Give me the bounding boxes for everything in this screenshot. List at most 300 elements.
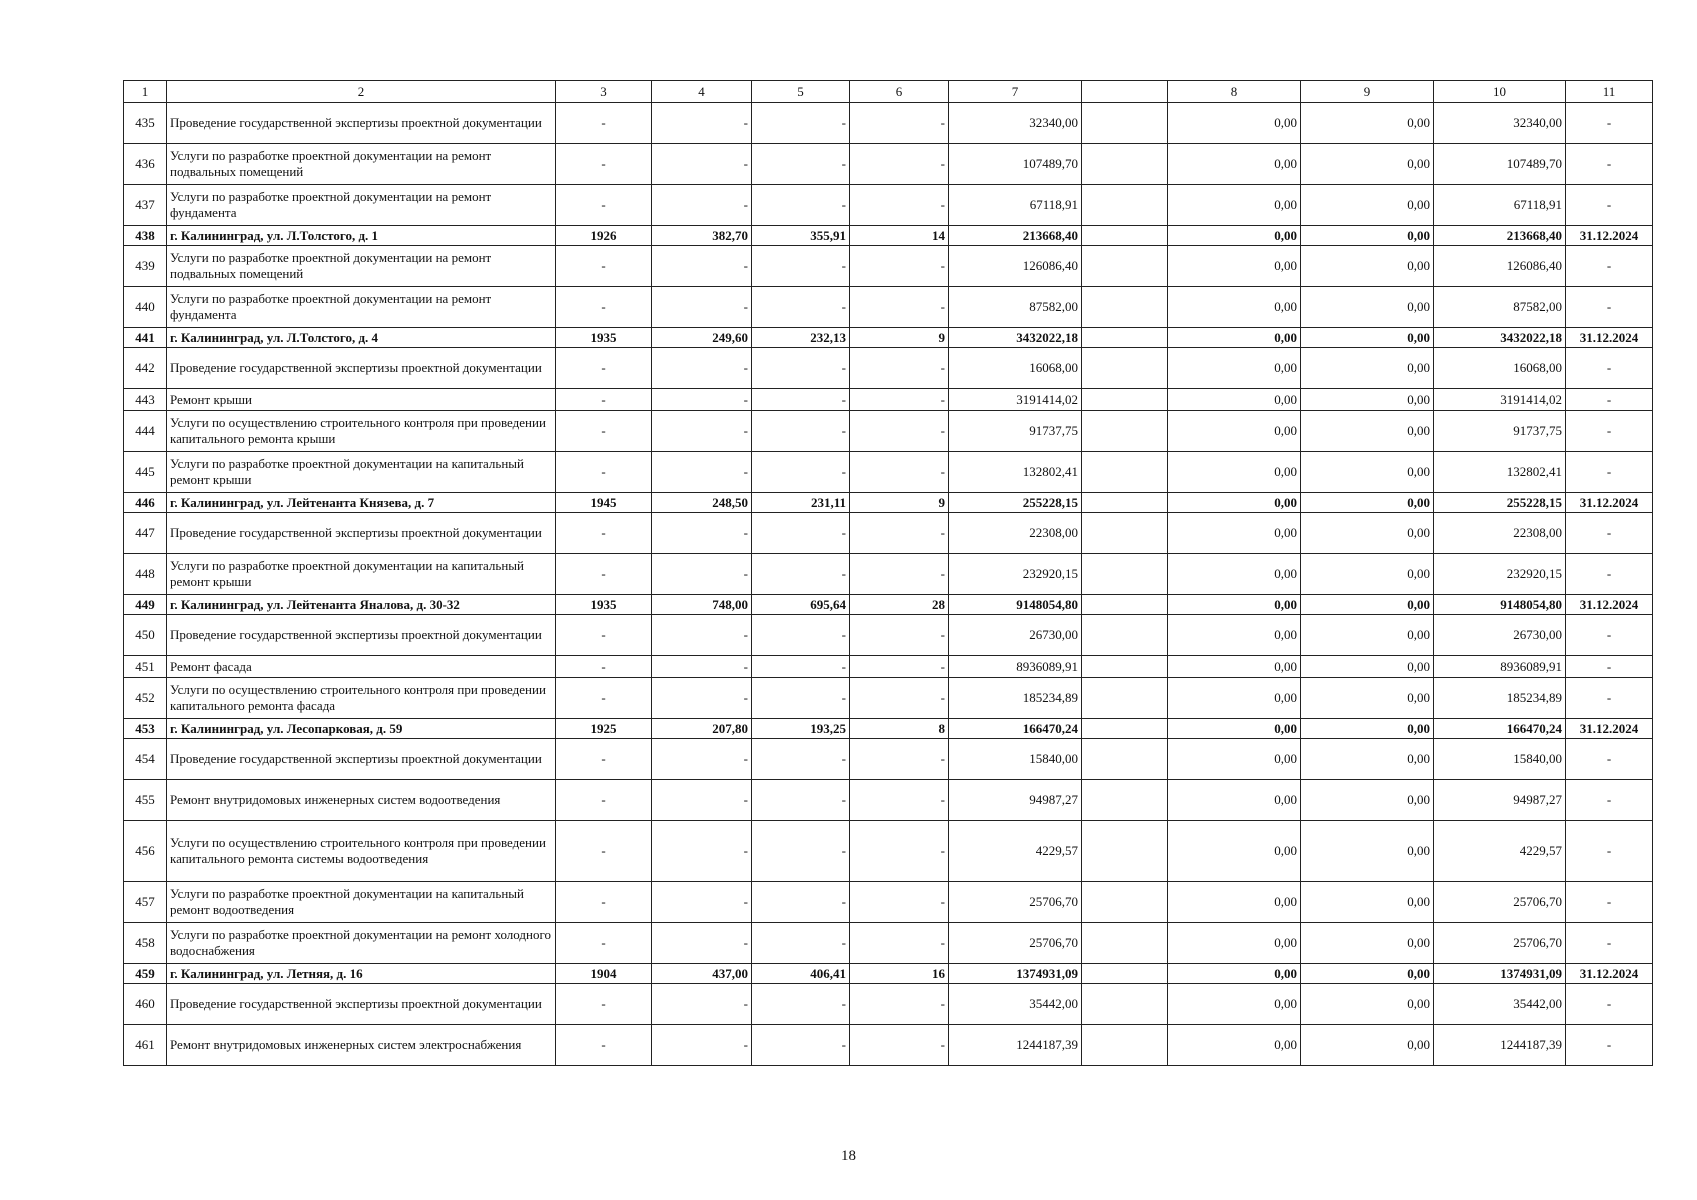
- total-cost: 26730,00: [949, 615, 1082, 656]
- address-row: [124, 226, 1653, 246]
- empty-cell: [1082, 103, 1168, 144]
- work-description: г. Калининград, ул. Л.Толстого, д. 1: [167, 226, 556, 246]
- work-description: Услуги по разработке проектной документации на ремонт фундамента: [167, 185, 556, 226]
- completion-date: -: [1566, 185, 1653, 226]
- work-row: [124, 185, 1653, 226]
- empty-cell: [1082, 719, 1168, 739]
- fund-10: 32340,00: [1434, 103, 1566, 144]
- empty-cell: [1082, 328, 1168, 348]
- empty-cell: [1082, 678, 1168, 719]
- living-area: -: [752, 185, 850, 226]
- fund-8: 0,00: [1168, 287, 1301, 328]
- empty-cell: [1082, 452, 1168, 493]
- build-year: -: [556, 615, 652, 656]
- empty-cell: [1082, 821, 1168, 882]
- completion-date: -: [1566, 103, 1653, 144]
- address-row: [124, 328, 1653, 348]
- total-area: -: [652, 348, 752, 389]
- fund-8: 0,00: [1168, 984, 1301, 1025]
- work-row: [124, 452, 1653, 493]
- total-area: -: [652, 144, 752, 185]
- fund-8: 0,00: [1168, 821, 1301, 882]
- empty-cell: [1082, 144, 1168, 185]
- build-year: 1935: [556, 328, 652, 348]
- fund-8: 0,00: [1168, 411, 1301, 452]
- fund-9: 0,00: [1301, 411, 1434, 452]
- fund-9: 0,00: [1301, 287, 1434, 328]
- build-year: -: [556, 513, 652, 554]
- fund-8: 0,00: [1168, 328, 1301, 348]
- row-number: 437: [124, 185, 167, 226]
- empty-cell: [1082, 595, 1168, 615]
- total-cost: 232920,15: [949, 554, 1082, 595]
- residents-count: -: [850, 678, 949, 719]
- residents-count: -: [850, 1025, 949, 1066]
- fund-10: 1374931,09: [1434, 964, 1566, 984]
- residents-count: -: [850, 882, 949, 923]
- work-row: [124, 513, 1653, 554]
- work-row: [124, 656, 1653, 678]
- build-year: 1935: [556, 595, 652, 615]
- completion-date: -: [1566, 678, 1653, 719]
- build-year: -: [556, 103, 652, 144]
- work-row: [124, 923, 1653, 964]
- fund-8: 0,00: [1168, 226, 1301, 246]
- residents-count: -: [850, 389, 949, 411]
- build-year: 1904: [556, 964, 652, 984]
- total-cost: 22308,00: [949, 513, 1082, 554]
- living-area: -: [752, 615, 850, 656]
- col-header: 10: [1434, 81, 1566, 103]
- residents-count: -: [850, 103, 949, 144]
- col-header: 3: [556, 81, 652, 103]
- empty-cell: [1082, 656, 1168, 678]
- fund-9: 0,00: [1301, 882, 1434, 923]
- completion-date: -: [1566, 513, 1653, 554]
- work-row: [124, 780, 1653, 821]
- work-row: [124, 348, 1653, 389]
- work-description: Услуги по разработке проектной документации на капитальный ремонт крыши: [167, 554, 556, 595]
- total-cost: 1374931,09: [949, 964, 1082, 984]
- total-cost: 185234,89: [949, 678, 1082, 719]
- work-description: Проведение государственной экспертизы проектной документации: [167, 513, 556, 554]
- row-number: 435: [124, 103, 167, 144]
- completion-date: -: [1566, 984, 1653, 1025]
- fund-8: 0,00: [1168, 389, 1301, 411]
- living-area: -: [752, 389, 850, 411]
- empty-cell: [1082, 185, 1168, 226]
- total-area: -: [652, 923, 752, 964]
- build-year: -: [556, 246, 652, 287]
- address-row: [124, 719, 1653, 739]
- row-number: 450: [124, 615, 167, 656]
- total-cost: 25706,70: [949, 882, 1082, 923]
- fund-10: 4229,57: [1434, 821, 1566, 882]
- empty-cell: [1082, 780, 1168, 821]
- empty-cell: [1082, 984, 1168, 1025]
- work-description: Услуги по разработке проектной документации на ремонт фундамента: [167, 287, 556, 328]
- total-area: -: [652, 656, 752, 678]
- fund-8: 0,00: [1168, 1025, 1301, 1066]
- total-area: -: [652, 984, 752, 1025]
- fund-8: 0,00: [1168, 656, 1301, 678]
- fund-9: 0,00: [1301, 226, 1434, 246]
- fund-8: 0,00: [1168, 144, 1301, 185]
- total-area: -: [652, 739, 752, 780]
- row-number: 454: [124, 739, 167, 780]
- fund-9: 0,00: [1301, 964, 1434, 984]
- row-number: 456: [124, 821, 167, 882]
- fund-10: 67118,91: [1434, 185, 1566, 226]
- build-year: -: [556, 185, 652, 226]
- total-area: 249,60: [652, 328, 752, 348]
- residents-count: 8: [850, 719, 949, 739]
- empty-cell: [1082, 513, 1168, 554]
- total-cost: 1244187,39: [949, 1025, 1082, 1066]
- fund-9: 0,00: [1301, 348, 1434, 389]
- fund-10: 16068,00: [1434, 348, 1566, 389]
- row-number: 439: [124, 246, 167, 287]
- row-number: 459: [124, 964, 167, 984]
- col-header: 11: [1566, 81, 1653, 103]
- fund-9: 0,00: [1301, 246, 1434, 287]
- residents-count: -: [850, 554, 949, 595]
- total-area: -: [652, 389, 752, 411]
- fund-9: 0,00: [1301, 656, 1434, 678]
- fund-8: 0,00: [1168, 678, 1301, 719]
- row-number: 451: [124, 656, 167, 678]
- total-area: -: [652, 287, 752, 328]
- build-year: -: [556, 984, 652, 1025]
- build-year: -: [556, 348, 652, 389]
- living-area: 695,64: [752, 595, 850, 615]
- work-row: [124, 411, 1653, 452]
- work-description: Проведение государственной экспертизы проектной документации: [167, 984, 556, 1025]
- total-cost: 255228,15: [949, 493, 1082, 513]
- total-cost: 15840,00: [949, 739, 1082, 780]
- build-year: -: [556, 287, 652, 328]
- completion-date: 31.12.2024: [1566, 964, 1653, 984]
- total-area: -: [652, 678, 752, 719]
- fund-9: 0,00: [1301, 739, 1434, 780]
- build-year: -: [556, 923, 652, 964]
- total-cost: 126086,40: [949, 246, 1082, 287]
- work-row: [124, 821, 1653, 882]
- build-year: -: [556, 554, 652, 595]
- address-row: [124, 595, 1653, 615]
- fund-8: 0,00: [1168, 493, 1301, 513]
- residents-count: -: [850, 287, 949, 328]
- fund-9: 0,00: [1301, 595, 1434, 615]
- total-area: 748,00: [652, 595, 752, 615]
- living-area: -: [752, 554, 850, 595]
- fund-9: 0,00: [1301, 821, 1434, 882]
- fund-10: 15840,00: [1434, 739, 1566, 780]
- row-number: 449: [124, 595, 167, 615]
- empty-cell: [1082, 287, 1168, 328]
- residents-count: -: [850, 923, 949, 964]
- living-area: -: [752, 513, 850, 554]
- total-cost: 213668,40: [949, 226, 1082, 246]
- completion-date: -: [1566, 144, 1653, 185]
- empty-cell: [1082, 493, 1168, 513]
- total-cost: 132802,41: [949, 452, 1082, 493]
- build-year: -: [556, 411, 652, 452]
- work-description: Услуги по разработке проектной документации на капитальный ремонт водоотведения: [167, 882, 556, 923]
- work-description: Услуги по разработке проектной документации на ремонт подвальных помещений: [167, 144, 556, 185]
- fund-10: 213668,40: [1434, 226, 1566, 246]
- work-description: г. Калининград, ул. Лейтенанта Яналова, д. 30-32: [167, 595, 556, 615]
- empty-cell: [1082, 923, 1168, 964]
- total-cost: 3191414,02: [949, 389, 1082, 411]
- row-number: 445: [124, 452, 167, 493]
- col-header: 4: [652, 81, 752, 103]
- fund-8: 0,00: [1168, 103, 1301, 144]
- empty-cell: [1082, 615, 1168, 656]
- fund-10: 1244187,39: [1434, 1025, 1566, 1066]
- completion-date: -: [1566, 882, 1653, 923]
- completion-date: -: [1566, 348, 1653, 389]
- build-year: 1926: [556, 226, 652, 246]
- work-row: [124, 103, 1653, 144]
- residents-count: 28: [850, 595, 949, 615]
- completion-date: -: [1566, 246, 1653, 287]
- build-year: -: [556, 821, 652, 882]
- fund-9: 0,00: [1301, 984, 1434, 1025]
- empty-cell: [1082, 411, 1168, 452]
- build-year: 1945: [556, 493, 652, 513]
- completion-date: 31.12.2024: [1566, 493, 1653, 513]
- total-cost: 87582,00: [949, 287, 1082, 328]
- total-cost: 25706,70: [949, 923, 1082, 964]
- total-area: -: [652, 246, 752, 287]
- completion-date: -: [1566, 287, 1653, 328]
- page-number: 18: [841, 1148, 856, 1164]
- total-cost: 166470,24: [949, 719, 1082, 739]
- fund-9: 0,00: [1301, 103, 1434, 144]
- fund-10: 8936089,91: [1434, 656, 1566, 678]
- total-area: -: [652, 411, 752, 452]
- work-description: Услуги по разработке проектной документации на ремонт подвальных помещений: [167, 246, 556, 287]
- address-row: [124, 493, 1653, 513]
- build-year: -: [556, 144, 652, 185]
- residents-count: -: [850, 656, 949, 678]
- fund-10: 232920,15: [1434, 554, 1566, 595]
- living-area: -: [752, 678, 850, 719]
- empty-cell: [1082, 389, 1168, 411]
- completion-date: -: [1566, 452, 1653, 493]
- living-area: -: [752, 246, 850, 287]
- empty-cell: [1082, 964, 1168, 984]
- total-area: 382,70: [652, 226, 752, 246]
- address-row: [124, 964, 1653, 984]
- fund-8: 0,00: [1168, 923, 1301, 964]
- fund-10: 3191414,02: [1434, 389, 1566, 411]
- empty-cell: [1082, 226, 1168, 246]
- total-area: -: [652, 554, 752, 595]
- total-cost: 32340,00: [949, 103, 1082, 144]
- fund-9: 0,00: [1301, 185, 1434, 226]
- fund-8: 0,00: [1168, 595, 1301, 615]
- total-cost: 67118,91: [949, 185, 1082, 226]
- completion-date: -: [1566, 389, 1653, 411]
- row-number: 436: [124, 144, 167, 185]
- completion-date: -: [1566, 1025, 1653, 1066]
- residents-count: -: [850, 739, 949, 780]
- total-area: -: [652, 615, 752, 656]
- fund-9: 0,00: [1301, 452, 1434, 493]
- completion-date: -: [1566, 656, 1653, 678]
- total-cost: 107489,70: [949, 144, 1082, 185]
- work-description: Проведение государственной экспертизы проектной документации: [167, 103, 556, 144]
- completion-date: 31.12.2024: [1566, 595, 1653, 615]
- fund-9: 0,00: [1301, 554, 1434, 595]
- total-cost: 94987,27: [949, 780, 1082, 821]
- living-area: -: [752, 103, 850, 144]
- fund-9: 0,00: [1301, 923, 1434, 964]
- empty-cell: [1082, 246, 1168, 287]
- residents-count: 16: [850, 964, 949, 984]
- fund-9: 0,00: [1301, 1025, 1434, 1066]
- fund-10: 22308,00: [1434, 513, 1566, 554]
- col-header: 9: [1301, 81, 1434, 103]
- living-area: 193,25: [752, 719, 850, 739]
- work-row: [124, 1025, 1653, 1066]
- fund-9: 0,00: [1301, 780, 1434, 821]
- row-number: 455: [124, 780, 167, 821]
- row-number: 453: [124, 719, 167, 739]
- work-description: Услуги по разработке проектной документации на капитальный ремонт крыши: [167, 452, 556, 493]
- total-area: -: [652, 103, 752, 144]
- living-area: 232,13: [752, 328, 850, 348]
- work-row: [124, 739, 1653, 780]
- completion-date: -: [1566, 821, 1653, 882]
- build-year: -: [556, 656, 652, 678]
- total-area: 207,80: [652, 719, 752, 739]
- work-description: г. Калининград, ул. Л.Толстого, д. 4: [167, 328, 556, 348]
- fund-9: 0,00: [1301, 144, 1434, 185]
- living-area: -: [752, 348, 850, 389]
- row-number: 447: [124, 513, 167, 554]
- living-area: -: [752, 739, 850, 780]
- fund-10: 25706,70: [1434, 923, 1566, 964]
- row-number: 442: [124, 348, 167, 389]
- living-area: -: [752, 984, 850, 1025]
- row-number: 441: [124, 328, 167, 348]
- row-number: 458: [124, 923, 167, 964]
- completion-date: -: [1566, 739, 1653, 780]
- work-row: [124, 389, 1653, 411]
- total-cost: 35442,00: [949, 984, 1082, 1025]
- build-year: -: [556, 780, 652, 821]
- work-description: Услуги по разработке проектной документации на ремонт холодного водоснабжения: [167, 923, 556, 964]
- total-area: -: [652, 185, 752, 226]
- fund-8: 0,00: [1168, 719, 1301, 739]
- build-year: -: [556, 1025, 652, 1066]
- col-header: 7: [949, 81, 1082, 103]
- row-number: 448: [124, 554, 167, 595]
- fund-10: 185234,89: [1434, 678, 1566, 719]
- residents-count: -: [850, 411, 949, 452]
- fund-10: 255228,15: [1434, 493, 1566, 513]
- col-header: [1082, 81, 1168, 103]
- work-description: Ремонт крыши: [167, 389, 556, 411]
- total-area: -: [652, 513, 752, 554]
- fund-10: 3432022,18: [1434, 328, 1566, 348]
- fund-8: 0,00: [1168, 452, 1301, 493]
- total-area: -: [652, 882, 752, 923]
- work-description: Ремонт фасада: [167, 656, 556, 678]
- living-area: -: [752, 780, 850, 821]
- repair-program-table: [123, 80, 1653, 1066]
- fund-8: 0,00: [1168, 780, 1301, 821]
- fund-9: 0,00: [1301, 719, 1434, 739]
- total-area: -: [652, 452, 752, 493]
- fund-9: 0,00: [1301, 615, 1434, 656]
- fund-9: 0,00: [1301, 328, 1434, 348]
- empty-cell: [1082, 348, 1168, 389]
- work-row: [124, 554, 1653, 595]
- work-row: [124, 678, 1653, 719]
- work-description: г. Калининград, ул. Летняя, д. 16: [167, 964, 556, 984]
- fund-8: 0,00: [1168, 348, 1301, 389]
- work-description: Ремонт внутридомовых инженерных систем водоотведения: [167, 780, 556, 821]
- fund-8: 0,00: [1168, 554, 1301, 595]
- completion-date: -: [1566, 615, 1653, 656]
- row-number: 457: [124, 882, 167, 923]
- total-area: -: [652, 821, 752, 882]
- completion-date: -: [1566, 923, 1653, 964]
- fund-10: 25706,70: [1434, 882, 1566, 923]
- work-row: [124, 246, 1653, 287]
- row-number: 452: [124, 678, 167, 719]
- fund-10: 35442,00: [1434, 984, 1566, 1025]
- living-area: -: [752, 452, 850, 493]
- living-area: 355,91: [752, 226, 850, 246]
- fund-10: 166470,24: [1434, 719, 1566, 739]
- work-description: Проведение государственной экспертизы проектной документации: [167, 615, 556, 656]
- residents-count: 14: [850, 226, 949, 246]
- col-header: 2: [167, 81, 556, 103]
- fund-9: 0,00: [1301, 513, 1434, 554]
- work-row: [124, 882, 1653, 923]
- fund-9: 0,00: [1301, 389, 1434, 411]
- empty-cell: [1082, 882, 1168, 923]
- empty-cell: [1082, 1025, 1168, 1066]
- fund-8: 0,00: [1168, 964, 1301, 984]
- residents-count: -: [850, 780, 949, 821]
- empty-cell: [1082, 554, 1168, 595]
- residents-count: -: [850, 348, 949, 389]
- work-row: [124, 144, 1653, 185]
- completion-date: 31.12.2024: [1566, 226, 1653, 246]
- living-area: -: [752, 923, 850, 964]
- fund-10: 94987,27: [1434, 780, 1566, 821]
- row-number: 438: [124, 226, 167, 246]
- col-header: 1: [124, 81, 167, 103]
- work-description: Ремонт внутридомовых инженерных систем электроснабжения: [167, 1025, 556, 1066]
- living-area: -: [752, 821, 850, 882]
- column-number-row: [124, 81, 1653, 103]
- work-description: Проведение государственной экспертизы проектной документации: [167, 739, 556, 780]
- completion-date: 31.12.2024: [1566, 719, 1653, 739]
- work-row: [124, 287, 1653, 328]
- col-header: 5: [752, 81, 850, 103]
- empty-cell: [1082, 739, 1168, 780]
- build-year: 1925: [556, 719, 652, 739]
- work-description: Проведение государственной экспертизы проектной документации: [167, 348, 556, 389]
- fund-10: 126086,40: [1434, 246, 1566, 287]
